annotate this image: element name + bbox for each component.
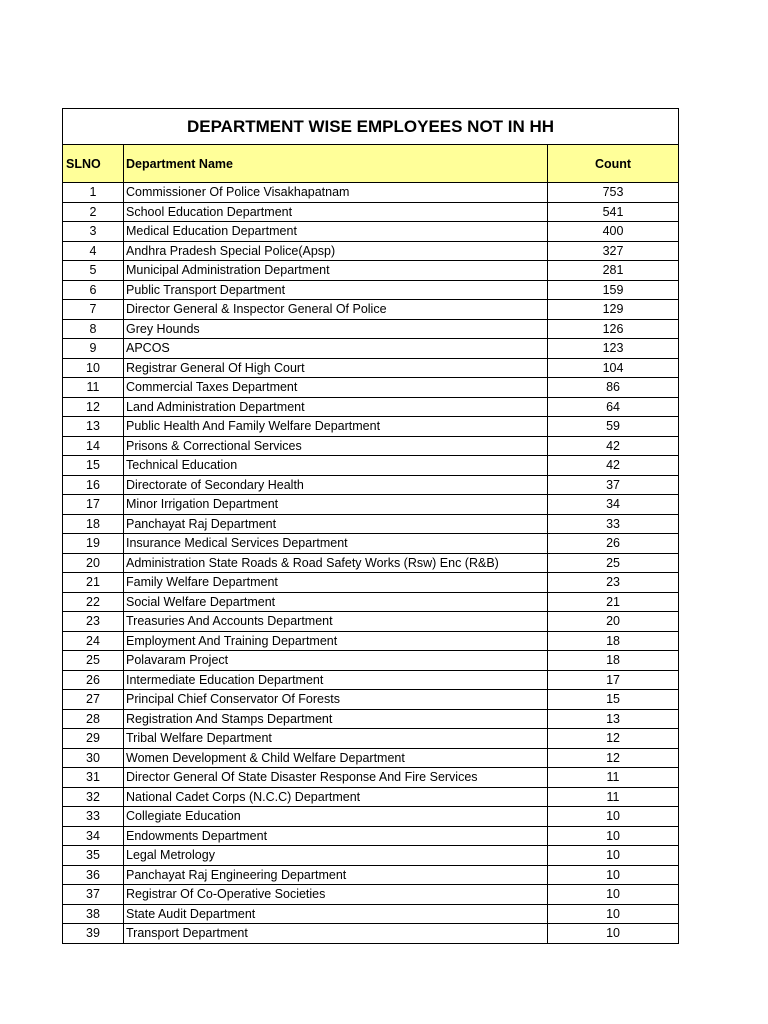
cell-count: 17: [548, 670, 679, 690]
cell-count: 10: [548, 865, 679, 885]
cell-department-name: Endowments Department: [124, 826, 548, 846]
cell-slno: 4: [63, 241, 124, 261]
cell-department-name: Collegiate Education: [124, 807, 548, 827]
table-row: [63, 397, 679, 417]
table-row: [63, 456, 679, 476]
cell-department-name: Technical Education: [124, 456, 548, 476]
table-title: DEPARTMENT WISE EMPLOYEES NOT IN HH: [63, 109, 679, 145]
table-row: [63, 768, 679, 788]
cell-slno: 27: [63, 690, 124, 710]
cell-slno: 5: [63, 261, 124, 281]
column-header-department-name: Department Name: [124, 145, 548, 183]
cell-slno: 28: [63, 709, 124, 729]
table-row: [63, 670, 679, 690]
cell-slno: 31: [63, 768, 124, 788]
cell-department-name: Registrar Of Co-Operative Societies: [124, 885, 548, 905]
cell-slno: 13: [63, 417, 124, 437]
table-row: [63, 358, 679, 378]
cell-department-name: Public Transport Department: [124, 280, 548, 300]
cell-count: 10: [548, 885, 679, 905]
cell-department-name: Panchayat Raj Department: [124, 514, 548, 534]
cell-slno: 18: [63, 514, 124, 534]
table-row: [63, 846, 679, 866]
table-row: [63, 300, 679, 320]
cell-count: 129: [548, 300, 679, 320]
table-row: [63, 826, 679, 846]
cell-department-name: APCOS: [124, 339, 548, 359]
cell-department-name: School Education Department: [124, 202, 548, 222]
cell-count: 11: [548, 768, 679, 788]
table-row: [63, 241, 679, 261]
cell-slno: 37: [63, 885, 124, 905]
cell-count: 37: [548, 475, 679, 495]
table-row: [63, 378, 679, 398]
cell-department-name: Treasuries And Accounts Department: [124, 612, 548, 632]
cell-count: 23: [548, 573, 679, 593]
table-row: [63, 495, 679, 515]
table-row: [63, 807, 679, 827]
table-row: [63, 729, 679, 749]
table-row: [63, 885, 679, 905]
cell-department-name: Administration State Roads & Road Safety Works (Rsw) Enc (R&B): [124, 553, 548, 573]
cell-slno: 6: [63, 280, 124, 300]
table-row: [63, 339, 679, 359]
table-row: [63, 553, 679, 573]
cell-slno: 9: [63, 339, 124, 359]
table-row: [63, 417, 679, 437]
table-row: [63, 865, 679, 885]
cell-slno: 7: [63, 300, 124, 320]
cell-department-name: Commissioner Of Police Visakhapatnam: [124, 183, 548, 203]
table-row: [63, 475, 679, 495]
cell-department-name: Public Health And Family Welfare Department: [124, 417, 548, 437]
table-row: [63, 202, 679, 222]
cell-count: 10: [548, 826, 679, 846]
cell-slno: 35: [63, 846, 124, 866]
cell-department-name: Grey Hounds: [124, 319, 548, 339]
cell-count: 21: [548, 592, 679, 612]
cell-slno: 15: [63, 456, 124, 476]
cell-slno: 14: [63, 436, 124, 456]
table-row: [63, 222, 679, 242]
cell-count: 18: [548, 651, 679, 671]
cell-department-name: Commercial Taxes Department: [124, 378, 548, 398]
cell-count: 123: [548, 339, 679, 359]
cell-count: 159: [548, 280, 679, 300]
cell-count: 10: [548, 846, 679, 866]
cell-department-name: Insurance Medical Services Department: [124, 534, 548, 554]
cell-department-name: Medical Education Department: [124, 222, 548, 242]
cell-department-name: Polavaram Project: [124, 651, 548, 671]
cell-count: 86: [548, 378, 679, 398]
cell-department-name: Transport Department: [124, 924, 548, 944]
cell-slno: 12: [63, 397, 124, 417]
cell-department-name: Family Welfare Department: [124, 573, 548, 593]
column-header-count: Count: [548, 145, 679, 183]
cell-department-name: Principal Chief Conservator Of Forests: [124, 690, 548, 710]
cell-count: 15: [548, 690, 679, 710]
cell-department-name: Andhra Pradesh Special Police(Apsp): [124, 241, 548, 261]
cell-department-name: Minor Irrigation Department: [124, 495, 548, 515]
cell-count: 10: [548, 924, 679, 944]
cell-count: 59: [548, 417, 679, 437]
cell-department-name: Municipal Administration Department: [124, 261, 548, 281]
cell-slno: 10: [63, 358, 124, 378]
cell-count: 541: [548, 202, 679, 222]
cell-department-name: Women Development & Child Welfare Department: [124, 748, 548, 768]
cell-count: 20: [548, 612, 679, 632]
cell-department-name: Registrar General Of High Court: [124, 358, 548, 378]
cell-department-name: Prisons & Correctional Services: [124, 436, 548, 456]
cell-slno: 3: [63, 222, 124, 242]
cell-count: 327: [548, 241, 679, 261]
cell-department-name: Registration And Stamps Department: [124, 709, 548, 729]
cell-count: 42: [548, 436, 679, 456]
cell-slno: 21: [63, 573, 124, 593]
cell-slno: 19: [63, 534, 124, 554]
cell-department-name: Legal Metrology: [124, 846, 548, 866]
header-row: [63, 145, 679, 183]
cell-slno: 25: [63, 651, 124, 671]
cell-count: 753: [548, 183, 679, 203]
cell-department-name: Tribal Welfare Department: [124, 729, 548, 749]
cell-slno: 39: [63, 924, 124, 944]
cell-count: 34: [548, 495, 679, 515]
cell-slno: 33: [63, 807, 124, 827]
table-row: [63, 319, 679, 339]
cell-slno: 11: [63, 378, 124, 398]
column-header-slno: SLNO: [63, 145, 124, 183]
table-row: [63, 534, 679, 554]
table-row: [63, 592, 679, 612]
cell-count: 281: [548, 261, 679, 281]
cell-department-name: Social Welfare Department: [124, 592, 548, 612]
cell-department-name: State Audit Department: [124, 904, 548, 924]
cell-slno: 26: [63, 670, 124, 690]
cell-slno: 24: [63, 631, 124, 651]
table-row: [63, 183, 679, 203]
cell-slno: 36: [63, 865, 124, 885]
cell-department-name: Director General & Inspector General Of Police: [124, 300, 548, 320]
cell-count: 42: [548, 456, 679, 476]
cell-department-name: Panchayat Raj Engineering Department: [124, 865, 548, 885]
cell-count: 12: [548, 729, 679, 749]
cell-department-name: Director General Of State Disaster Response And Fire Services: [124, 768, 548, 788]
cell-count: 18: [548, 631, 679, 651]
cell-count: 126: [548, 319, 679, 339]
cell-slno: 29: [63, 729, 124, 749]
table-row: [63, 904, 679, 924]
cell-count: 10: [548, 807, 679, 827]
cell-count: 10: [548, 904, 679, 924]
cell-slno: 32: [63, 787, 124, 807]
table-row: [63, 748, 679, 768]
cell-count: 12: [548, 748, 679, 768]
cell-slno: 23: [63, 612, 124, 632]
cell-department-name: Directorate of Secondary Health: [124, 475, 548, 495]
cell-department-name: Land Administration Department: [124, 397, 548, 417]
table-row: [63, 514, 679, 534]
table-row: [63, 612, 679, 632]
table-row: [63, 631, 679, 651]
table-row: [63, 709, 679, 729]
table-row: [63, 436, 679, 456]
cell-count: 13: [548, 709, 679, 729]
cell-slno: 30: [63, 748, 124, 768]
cell-slno: 8: [63, 319, 124, 339]
cell-count: 11: [548, 787, 679, 807]
cell-count: 33: [548, 514, 679, 534]
table-row: [63, 651, 679, 671]
cell-slno: 22: [63, 592, 124, 612]
cell-slno: 16: [63, 475, 124, 495]
cell-department-name: Intermediate Education Department: [124, 670, 548, 690]
cell-department-name: Employment And Training Department: [124, 631, 548, 651]
table-row: [63, 280, 679, 300]
cell-slno: 17: [63, 495, 124, 515]
cell-count: 25: [548, 553, 679, 573]
cell-slno: 2: [63, 202, 124, 222]
cell-count: 104: [548, 358, 679, 378]
cell-slno: 1: [63, 183, 124, 203]
cell-count: 64: [548, 397, 679, 417]
cell-department-name: National Cadet Corps (N.C.C) Department: [124, 787, 548, 807]
table-row: [63, 261, 679, 281]
department-table: [62, 108, 679, 944]
cell-slno: 20: [63, 553, 124, 573]
cell-slno: 38: [63, 904, 124, 924]
cell-count: 26: [548, 534, 679, 554]
table-row: [63, 690, 679, 710]
cell-count: 400: [548, 222, 679, 242]
table-row: [63, 573, 679, 593]
cell-slno: 34: [63, 826, 124, 846]
table-row: [63, 787, 679, 807]
table-row: [63, 924, 679, 944]
